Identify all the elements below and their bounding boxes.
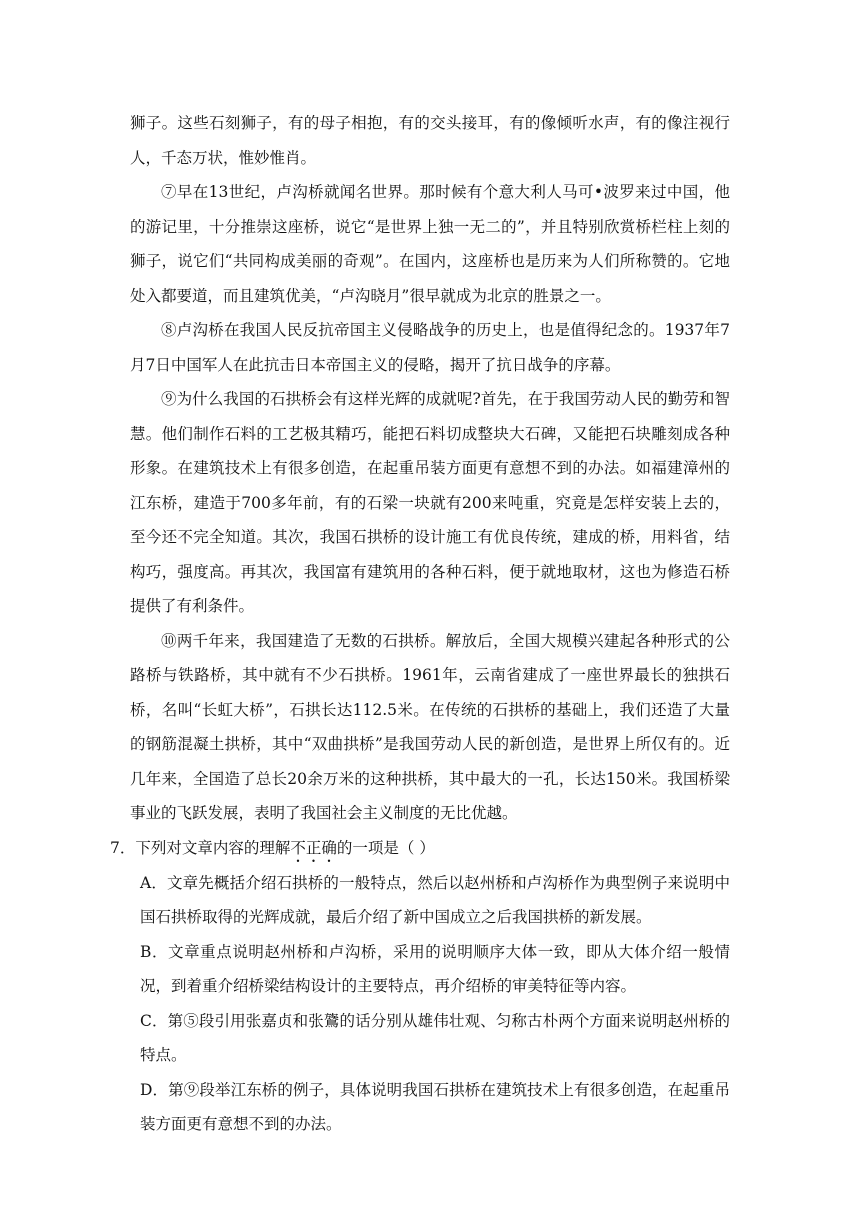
paragraph-8: ⑧卢沟桥在我国人民反抗帝国主义侵略战争的历史上，也是值得纪念的。1937年7月7日中国军人在此抗击日本帝国主义的侵略，揭开了抗日战争的序幕。 [130, 321, 730, 374]
paragraph-10: ⑩两千年来，我国建造了无数的石拱桥。解放后，全国大规模兴建起各种形式的公路桥与铁路桥，其中就有不少石拱桥。1961年，云南省建成了一座世界最长的独拱石桥，名叫“长虹大桥”，石拱长达112.5米。在传统的石拱桥的基础上，我们还造了大量的钢筋混凝土拱桥，其中“双曲拱桥”是我国劳动人民的新创造，是世界上所仅有的。近几年来，全国造了总长20余万米的这种拱桥，其中最大的一孔，长达150米。我国桥梁事业的飞跃发展，表明了我国社会主义制度的无比优越。 [130, 631, 730, 822]
option-d: D．第⑨段举江东桥的例子，具体说明我国石拱桥在建筑技术上有很多创造，在起重吊装方面更有意想不到的办法。 [140, 1080, 730, 1133]
paragraph-6-end: 狮子。这些石刻狮子，有的母子相抱，有的交头接耳，有的像倾听水声，有的像注视行人，千态万状，惟妙惟肖。 [130, 114, 730, 167]
question-stem-after: 的一项是（ ） [336, 838, 435, 857]
article-body [110, 106, 730, 1142]
option-c: C．第⑤段引用张嘉贞和张鷟的话分别从雄伟壮观、匀称古朴两个方面来说明赵州桥的特点。 [140, 1011, 730, 1064]
option-a: A．文章先概括介绍石拱桥的一般特点，然后以赵州桥和卢沟桥作为典型例子来说明中国石拱桥取得的光辉成就，最后介绍了新中国成立之后我国拱桥的新发展。 [140, 873, 730, 926]
question-7-stem [110, 831, 730, 866]
question-stem-emphasis: 不正确 [290, 838, 337, 857]
question-stem-before: 7．下列对文章内容的理解 [110, 838, 291, 857]
paragraph-7: ⑦早在13世纪，卢沟桥就闻名世界。那时候有个意大利人马可•波罗来过中国，他的游记里，十分推崇这座桥，说它“是世界上独一无二的”，并且特别欣赏桥栏柱上刻的狮子，说它们“共同构成美丽的奇观”。在国内，这座桥也是历来为人们所称赞的。它地处入都要道，而且建筑优美，“卢沟晓月”很早就成为北京的胜景之一。 [130, 183, 730, 305]
paragraph-9: ⑨为什么我国的石拱桥会有这样光辉的成就呢?首先，在于我国劳动人民的勤劳和智慧。他们制作石料的工艺极其精巧，能把石料切成整块大石碑，又能把石块雕刻成各种形象。在建筑技术上有很多创造，在起重吊装方面更有意想不到的办法。如福建漳州的江东桥，建造于700多年前，有的石梁一块就有200来吨重，究竟是怎样安装上去的，至今还不完全知道。其次，我国石拱桥的设计施工有优良传统，建成的桥，用料省，结构巧，强度高。再其次，我国富有建筑用的各种石料，便于就地取材，这也为修造石桥提供了有利条件。 [130, 390, 730, 615]
option-b: B．文章重点说明赵州桥和卢沟桥，采用的说明顺序大体一致，即从大体介绍一般情况，到着重介绍桥梁结构设计的主要特点，再介绍桥的审美特征等内容。 [140, 942, 730, 995]
